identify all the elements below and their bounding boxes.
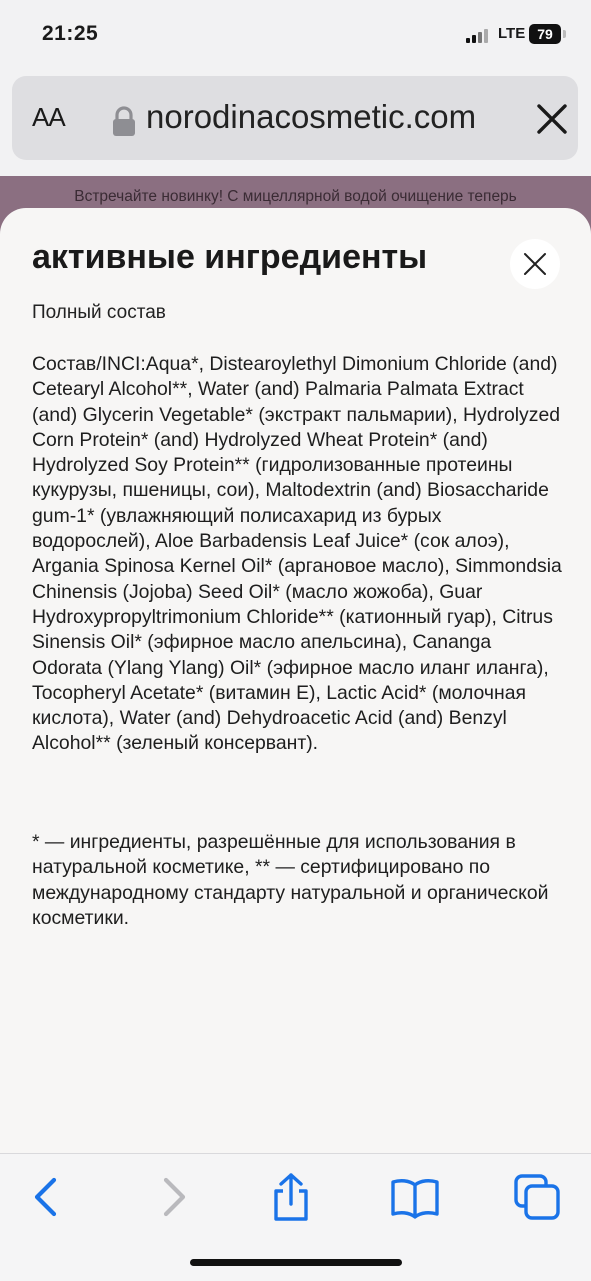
promo-banner-text: Встречайте новинку! С мицеллярной водой очищение теперь (74, 188, 517, 205)
close-icon[interactable] (534, 101, 570, 137)
close-icon (523, 252, 547, 276)
tabs-icon[interactable] (512, 1172, 562, 1222)
lock-icon (111, 106, 137, 138)
share-icon[interactable] (266, 1172, 316, 1222)
reader-settings-button[interactable]: AA (32, 102, 65, 132)
url-text[interactable]: norodinacosmetic.com (146, 98, 477, 135)
bookmarks-icon[interactable] (390, 1172, 440, 1222)
forward-icon[interactable] (148, 1172, 198, 1222)
ingredients-footnote: * — ингредиенты, разрешённые для использования в натуральной косметике, ** — сертифицировано по международному стандарту натуральной и органической косметики. (32, 831, 549, 929)
sheet-title: активные ингредиенты (32, 238, 428, 276)
battery-tip (563, 30, 566, 38)
network-type: LTE (498, 25, 526, 42)
ingredients-text: Состав/INCI:Aqua*, Distearoylethyl Dimonium Chloride (and) Cetearyl Alcohol**, Water (and) Palmaria Palmata Extract (and) Glycerin Vegetable* (экстракт пальмарии), Hydrolyzed Corn Protein* (and) Hydrolyzed Wheat Protein* (and) Hydrolyzed Soy Protein** (гидролизованные протеины кукурузы, пшеницы, сои), Maltodextrin (and) Biosaccharide gum-1* (увлажняющий полисахарид из бурых водорослей), Aloe Barbadensis Leaf Juice* (сок алоэ), Argania Spinosa Kernel Oil* (аргановое масло), Simmondsia Chinensis (Jojoba) Seed Oil* (масло жожоба), Guar Hydroxypropyltrimonium Chloride** (катионный гуар), Citrus Sinensis Oil* (эфирное масло апельсина), Cananga Odorata (Ylang Ylang) Oil* (эфирное масло иланг иланга), Tocopheryl Acetate* (витамин E), Lactic Acid* (молочная кислота), Water (and) Dehydroacetic Acid (and) Benzyl Alcohol** (зеленый консервант). (32, 353, 562, 755)
ingredients-sheet (0, 208, 591, 1156)
sheet-close-button[interactable] (510, 239, 560, 289)
battery-icon: 79 (529, 24, 561, 44)
cellular-signal-icon (466, 29, 492, 43)
full-composition-heading: Полный состав (32, 302, 166, 323)
status-bar (0, 0, 591, 70)
browser-address-bar (0, 70, 591, 176)
back-icon[interactable] (24, 1172, 74, 1222)
url-field[interactable] (12, 76, 578, 160)
status-time: 21:25 (42, 22, 99, 45)
home-indicator (190, 1259, 402, 1266)
